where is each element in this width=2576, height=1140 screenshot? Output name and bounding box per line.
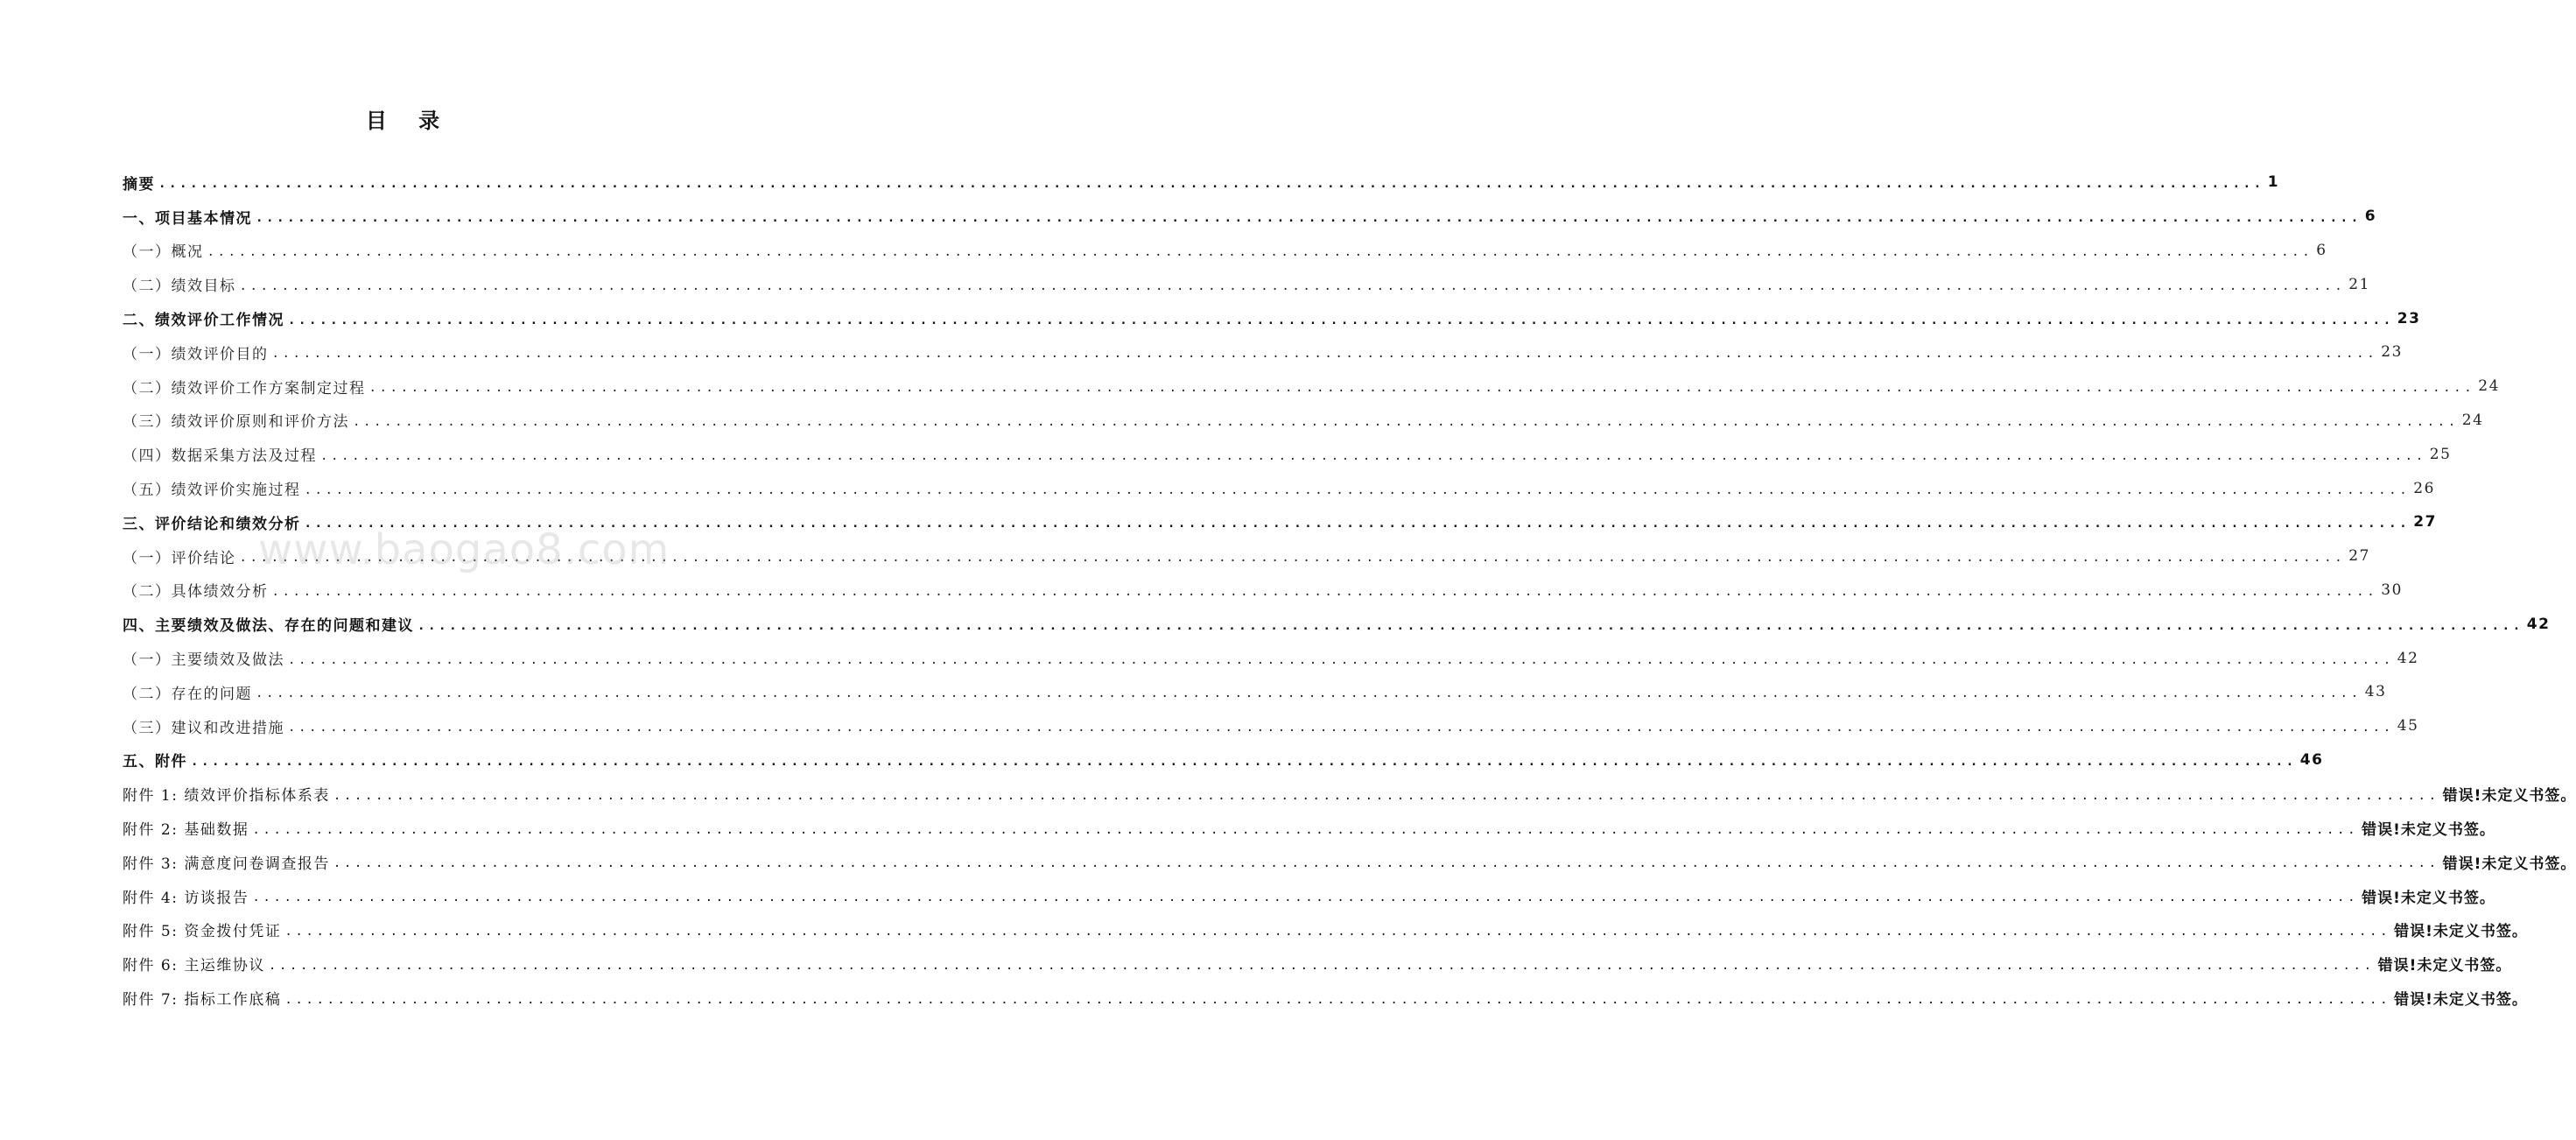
toc-page-number: 错误!未定义书签。 [2442, 855, 2576, 873]
dot-leader: ........................................................................................................................................................................................................ [304, 517, 2411, 531]
dot-leader: ........................................................................................................................................................................................................ [239, 278, 2346, 293]
toc-appendix-entry[interactable] [123, 981, 2528, 1015]
toc-page-number: 42 [2397, 649, 2419, 667]
dot-leader: ........................................................................................................................................................................................................ [268, 958, 2375, 973]
toc-page-number: 错误!未定义书签。 [2377, 957, 2512, 975]
dot-leader: ........................................................................................................................................................................................................ [288, 721, 2394, 735]
dot-leader: ........................................................................................................................................................................................................ [288, 313, 2394, 327]
watermark: www.baogao8.com [258, 525, 670, 574]
toc-entry-label: 附件 6: 主运维协议 [123, 957, 265, 975]
dot-leader: ........................................................................................................................................................................................................ [271, 584, 2378, 599]
toc-entry[interactable] [123, 267, 2370, 301]
dot-leader: ........................................................................................................................................................................................................ [369, 381, 2475, 396]
toc-entry-label: （三）建议和改进措施 [123, 719, 284, 737]
toc-page-number: 45 [2397, 717, 2419, 735]
dot-leader: ........................................................................................................................................................................................................ [333, 788, 2439, 803]
page-title: 目 录 [365, 109, 453, 133]
toc-entry[interactable] [123, 709, 2419, 743]
toc-entry-label: （一）绩效评价目的 [123, 345, 269, 363]
dot-leader: ........................................................................................................................................................................................................ [207, 244, 2313, 259]
dot-leader: ........................................................................................................................................................................................................ [284, 992, 2391, 1007]
toc-entry[interactable] [123, 743, 2324, 778]
toc-entry[interactable] [123, 404, 2484, 438]
toc-entry[interactable] [123, 234, 2327, 268]
toc-entry[interactable] [123, 335, 2403, 369]
toc-entry[interactable] [123, 200, 2377, 234]
toc-page-number: 23 [2397, 309, 2421, 327]
toc-appendix-entry[interactable] [123, 946, 2512, 981]
toc-entry[interactable] [123, 301, 2421, 335]
dot-leader: ........................................................................................................................................................................................................ [239, 551, 2346, 566]
toc-appendix-entry[interactable] [123, 879, 2495, 913]
toc-page-number: 6 [2316, 241, 2327, 259]
toc-entry-label: 附件 3: 满意度问卷调查报告 [123, 855, 330, 873]
toc-entry-label: （一）主要绩效及做法 [123, 651, 284, 670]
dot-leader: ........................................................................................................................................................................................................ [256, 686, 2362, 701]
toc-entry-label: 附件 5: 资金拨付凭证 [123, 923, 282, 941]
toc-page-number: 23 [2381, 343, 2403, 362]
toc-page-number: 24 [2461, 411, 2484, 429]
toc-entry[interactable] [123, 607, 2551, 641]
toc-entry-label: （三）绩效评价原则和评价方法 [123, 413, 349, 432]
toc-entry[interactable] [123, 641, 2419, 675]
toc-entry-label: （一）评价结论 [123, 549, 236, 567]
toc-entry[interactable] [123, 165, 2280, 200]
toc-page-number: 错误!未定义书签。 [2394, 991, 2528, 1010]
toc-page-number: 错误!未定义书签。 [2362, 889, 2495, 907]
toc-entry-label: （二）绩效评价工作方案制定过程 [123, 379, 366, 398]
toc-entry[interactable] [123, 369, 2500, 404]
toc-entry-label: （四）数据采集方法及过程 [123, 447, 317, 466]
toc-entry-label: 三、评价结论和绩效分析 [123, 515, 301, 533]
toc-entry-label: （二）绩效目标 [123, 278, 236, 296]
toc-entry-label: （一）概况 [123, 243, 204, 262]
toc-entry-label: 四、主要绩效及做法、存在的问题和建议 [123, 617, 414, 636]
dot-leader: ........................................................................................................................................................................................................ [333, 856, 2439, 871]
toc-entry-label: 附件 1: 绩效评价指标体系表 [123, 787, 330, 806]
toc-page-number: 30 [2381, 581, 2403, 599]
toc-entry-label: 附件 4: 访谈报告 [123, 889, 249, 907]
toc-entry[interactable] [123, 574, 2403, 608]
toc-page-number: 43 [2364, 683, 2387, 701]
toc-entry[interactable] [123, 539, 2370, 574]
table-of-contents [123, 165, 2576, 1015]
toc-entry-label: 附件 2: 基础数据 [123, 821, 249, 840]
toc-appendix-entry[interactable] [123, 913, 2528, 947]
dot-leader: ........................................................................................................................................................................................................ [284, 924, 2391, 939]
toc-appendix-entry[interactable] [123, 777, 2576, 811]
dot-leader: ........................................................................................................................................................................................................ [256, 211, 2362, 226]
toc-entry-label: 摘要 [123, 175, 155, 194]
dot-leader: ........................................................................................................................................................................................................ [288, 652, 2394, 667]
toc-page-number: 24 [2478, 377, 2500, 396]
toc-entry-label: （二）具体绩效分析 [123, 583, 269, 602]
toc-page-number: 错误!未定义书签。 [2394, 923, 2528, 941]
toc-entry-label: 附件 7: 指标工作底稿 [123, 991, 282, 1010]
dot-leader: ........................................................................................................................................................................................................ [252, 822, 2359, 837]
toc-page-number: 错误!未定义书签。 [2362, 821, 2495, 840]
toc-appendix-entry[interactable] [123, 811, 2495, 845]
dot-leader: ........................................................................................................................................................................................................ [271, 347, 2378, 362]
dot-leader: ........................................................................................................................................................................................................ [252, 890, 2359, 905]
dot-leader: ........................................................................................................................................................................................................ [158, 177, 2264, 192]
toc-entry[interactable] [123, 505, 2437, 539]
dot-leader: ........................................................................................................................................................................................................ [191, 754, 2297, 769]
toc-entry-label: （二）存在的问题 [123, 685, 252, 703]
toc-page-number: 25 [2429, 445, 2452, 463]
toc-page-number: 42 [2526, 615, 2551, 633]
toc-entry[interactable] [123, 675, 2387, 709]
dot-leader: ........................................................................................................................................................................................................ [353, 414, 2459, 429]
toc-entry[interactable] [123, 471, 2435, 505]
toc-page-number: 6 [2364, 208, 2377, 226]
toc-page-number: 27 [2413, 513, 2437, 531]
dot-leader: ........................................................................................................................................................................................................ [418, 618, 2523, 633]
toc-appendix-entry[interactable] [123, 845, 2576, 879]
toc-page-number: 1 [2267, 173, 2280, 192]
toc-page-number: 26 [2413, 479, 2435, 497]
toc-entry[interactable] [123, 437, 2452, 471]
toc-entry-label: （五）绩效评价实施过程 [123, 482, 301, 500]
dot-leader: ........................................................................................................................................................................................................ [320, 448, 2426, 463]
toc-page-number: 27 [2348, 547, 2370, 566]
toc-entry-label: 二、绩效评价工作情况 [123, 312, 284, 330]
toc-page-number: 21 [2348, 275, 2370, 293]
toc-entry-label: 五、附件 [123, 753, 187, 771]
dot-leader: ........................................................................................................................................................................................................ [304, 482, 2411, 497]
toc-entry-label: 一、项目基本情况 [123, 209, 252, 228]
toc-page-number: 46 [2299, 750, 2324, 769]
toc-page-number: 错误!未定义书签。 [2442, 787, 2576, 806]
